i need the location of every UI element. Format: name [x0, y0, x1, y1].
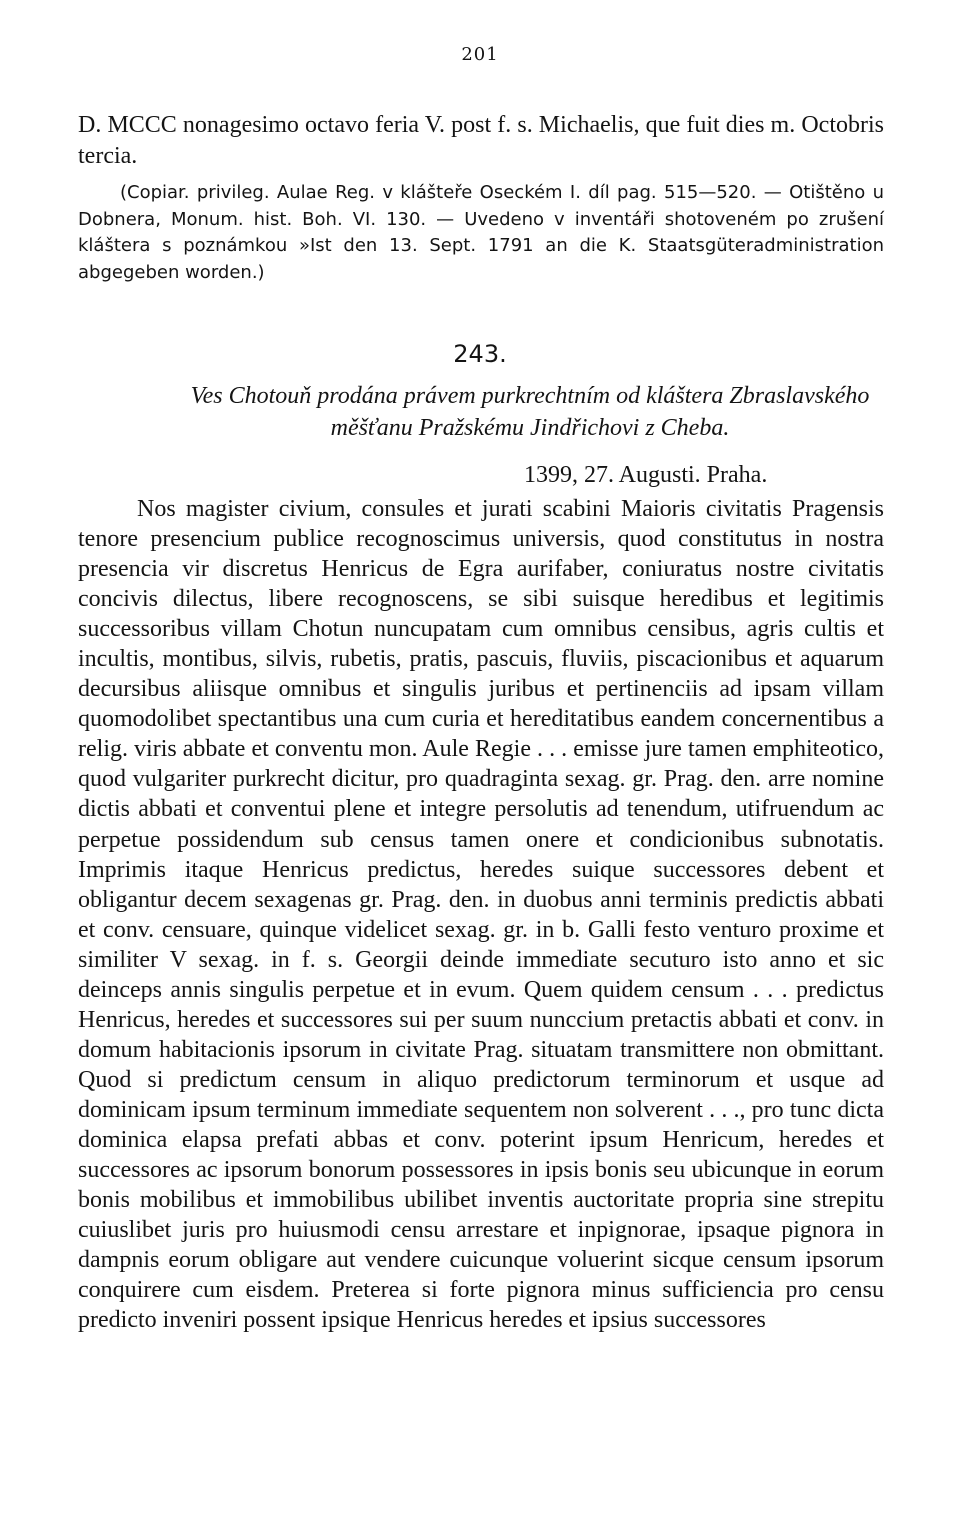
- body-paragraph: Nos magister civium, consules et jurati scabini Maioris civitatis Pragensis tenore presencium publice recognoscimus universis, quod constitutus in nostra presencia vir discretus Henricus de Egra aurifaber, coniuratus nostre civitatis concivis dilectus, libere recognoscens, se sibi suisque heredibus et legitimis successoribus villam Chotun nuncupatam cum omnibus censibus, agris cultis et incultis, montibus, silvis, rubetis, pratis, pascuis, fluviis, piscacionibus et aquarum decursibus aliisque omnibus et singulis juribus et pertinenciis ad ipsam villam quomodolibet spectantibus una cum curia et hereditatibus eandem concernentibus a relig. viris abbate et conventu mon. Aule Regie . . . emisse jure tamen emphiteotico, quod vulgariter purkrecht dicitur, pro quadraginta sexag. gr. Prag. den. arre nomine dictis abbati et conventui plene et integre persolutis ad tenendum, utifruendum ac perpetue possidendum sub census tamen onere et condicionibus subnotatis. Imprimis itaque Henricus predictus, heredes suique successores debent et obligantur decem sexagenas gr. Prag. den. in duobus anni terminis predictis abbati et conv. censuare, quinque videlicet sexag. gr. in b. Galli festo venturo proxime et similiter V sexag. in f. s. Georgii deinde immediate secuturo isto anno et sic deinceps annis singulis perpetue et in evum. Quem quidem censum . . . predictus Henricus, heredes et successores sui per suum nunccium pretactis abbati et conv. in domum habitacionis ipsorum in civitate Prag. situatam transmittere non obmittant. Quod si predictum censum in aliquo predictorum terminorum et usque ad dominicam ipsum terminum immediate sequentem non solverent . . ., pro tunc dicta dominica elapsa prefati abbas et conv. poterint ipsum Henricum, heredes et successores ac ipsorum bonorum possessores in ipsis bonis seu ubicunque in eorum bonis mobilibus et immobilibus ubilibet inventis auctoritate propria sine strepitu cuiuslibet juris pro huiusmodi censu arrestare et inpignorae, ipsaque pignora in dampnis eorum obligare aut vendere cuicunque voluerint sicque censum ipsorum conquirere cum eisdem. Preterea si forte pignora minus sufficiencia pro censu predicto inveniri possent ipsique Henricus heredes et ipsius successores: [78, 496, 884, 1334]
- source-note: (Copiar. privileg. Aulae Reg. v klášteře Oseckém I. díl pag. 515—520. — Otištěno u Dobnera, Monum. hist. Boh. VI. 130. — Uvedeno v inventáři shotoveném po zrušení kláštera s poznámkou »Ist den 13. Sept. 1791 an die K. Staatsgüteradministration abgegeben worden.): [78, 182, 884, 283]
- page-number: 201: [461, 44, 499, 65]
- intro-paragraph: D. MCCC nonagesimo octavo feria V. post f. s. Michaelis, que fuit dies m. Octobris tercia.: [78, 112, 884, 169]
- dateline: 1399, 27. Augusti. Praha.: [524, 462, 768, 488]
- document-heading: Ves Chotouň prodána právem purkrechtním od kláštera Zbraslavského měšťanu Pražskému Jindřichovi z Cheba.: [190, 383, 870, 441]
- document-number: 243.: [453, 340, 507, 368]
